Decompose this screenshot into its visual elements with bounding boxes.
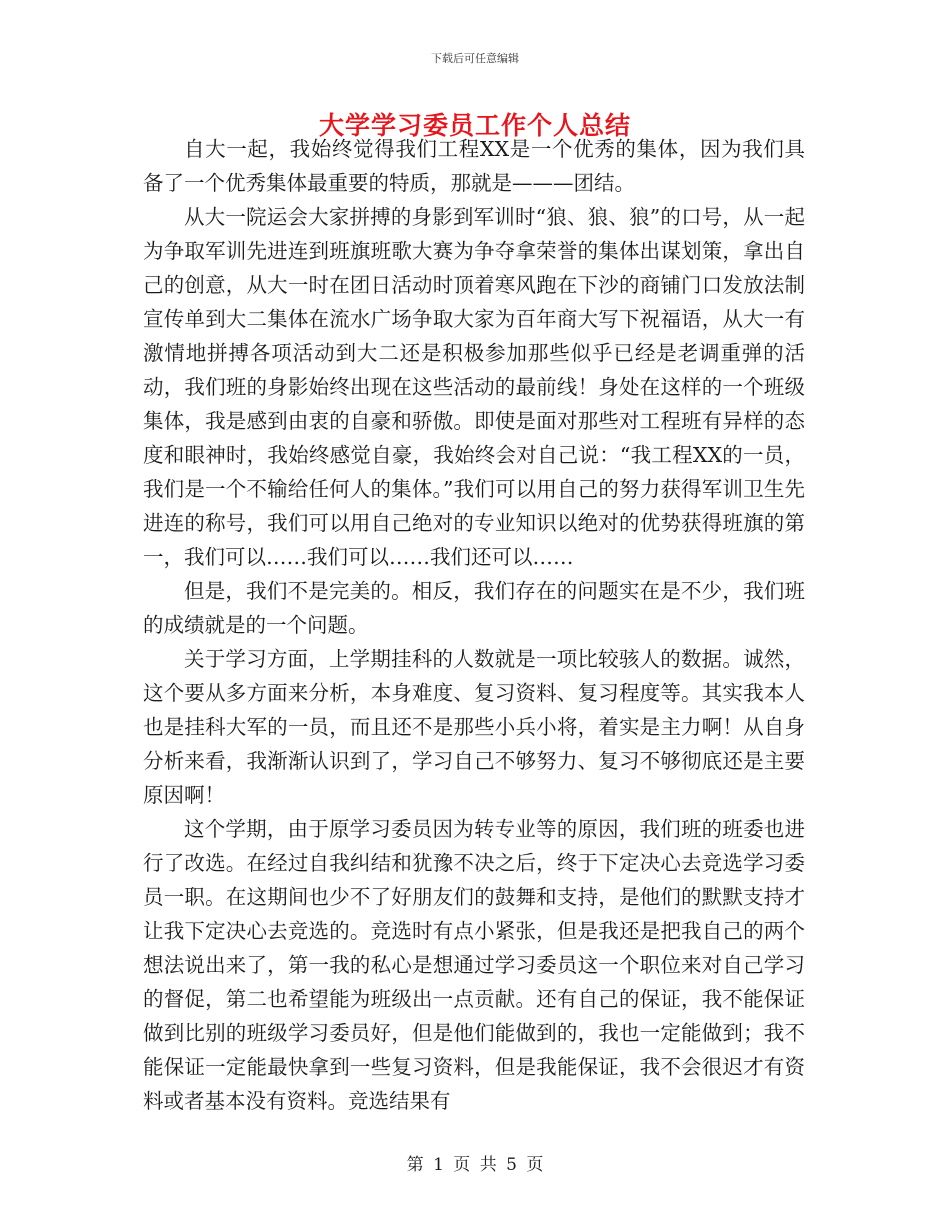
document-title: 大学学习委员工作个人总结 [318,111,631,140]
page-header: 下载后可任意编辑 [431,52,519,65]
paragraph: 但是，我们不是完美的。相反，我们存在的问题实在是不少，我们班的成绩就是的一个问题。 [143,579,805,637]
paragraph: 这个学期，由于原学习委员因为转专业等的原因，我们班的班委也进行了改选。在经过自我纠结和犹豫不决之后，终于下定决心去竞选学习委员一职。在这期间也少不了好朋友们的鼓舞和支持，是他们的默默支持才让我下定决心去竞选的。竞选时有点小紧张，但是我还是把我自己的两个想法说出来了，第一我的私心是想通过学习委员这一个职位来对自己学习的督促，第二也希望能为班级出一点贡献。还有自己的保证，我不能保证做到比别的班级学习委员好，但是他们能做到的，我也一定能做到；我不能保证一定能最快拿到一些复习资料，但是我能保证，我不会很迟才有资料或者基本没有资料。竞选结果有 [143,817,805,1113]
page-number-footer: 第 1 页 共 5 页 [406,1155,544,1175]
paragraph: 自大一起，我始终觉得我们工程XX是一个优秀的集体，因为我们具备了一个优秀集体最重要的特质，那就是———团结。 [143,137,805,195]
paragraph: 从大一院运会大家拼搏的身影到军训时“狼、狼、狼”的口号，从一起为争取军训先进连到班旗班歌大赛为争夺拿荣誉的集体出谋划策，拿出自己的创意，从大一时在团日活动时顶着寒风跑在下沙的商铺门口发放法制宣传单到大二集体在流水广场争取大家为百年商大写下祝福语，从大一有激情地拼搏各项活动到大二还是积极参加那些似乎已经是老调重弹的活动，我们班的身影始终出现在这些活动的最前线！身处在这样的一个班级集体，我是感到由衷的自豪和骄傲。即使是面对那些对工程班有异样的态度和眼神时，我始终感觉自豪，我始终会对自己说：“我工程XX的一员，我们是一个不输给任何人的集体。”我们可以用自己的努力获得军训卫生先进连的称号，我们可以用自己绝对的专业知识以绝对的优势获得班旗的第一，我们可以……我们可以……我们还可以…… [143,205,805,569]
paragraph: 关于学习方面，上学期挂科的人数就是一项比较骇人的数据。诚然，这个要从多方面来分析，本身难度、复习资料、复习程度等。其实我本人也是挂科大军的一员，而且还不是那些小兵小将，着实是主力啊！从自身分析来看，我渐渐认识到了，学习自己不够努力、复习不够彻底还是主要原因啊！ [143,647,805,807]
document-body [143,132,805,1118]
